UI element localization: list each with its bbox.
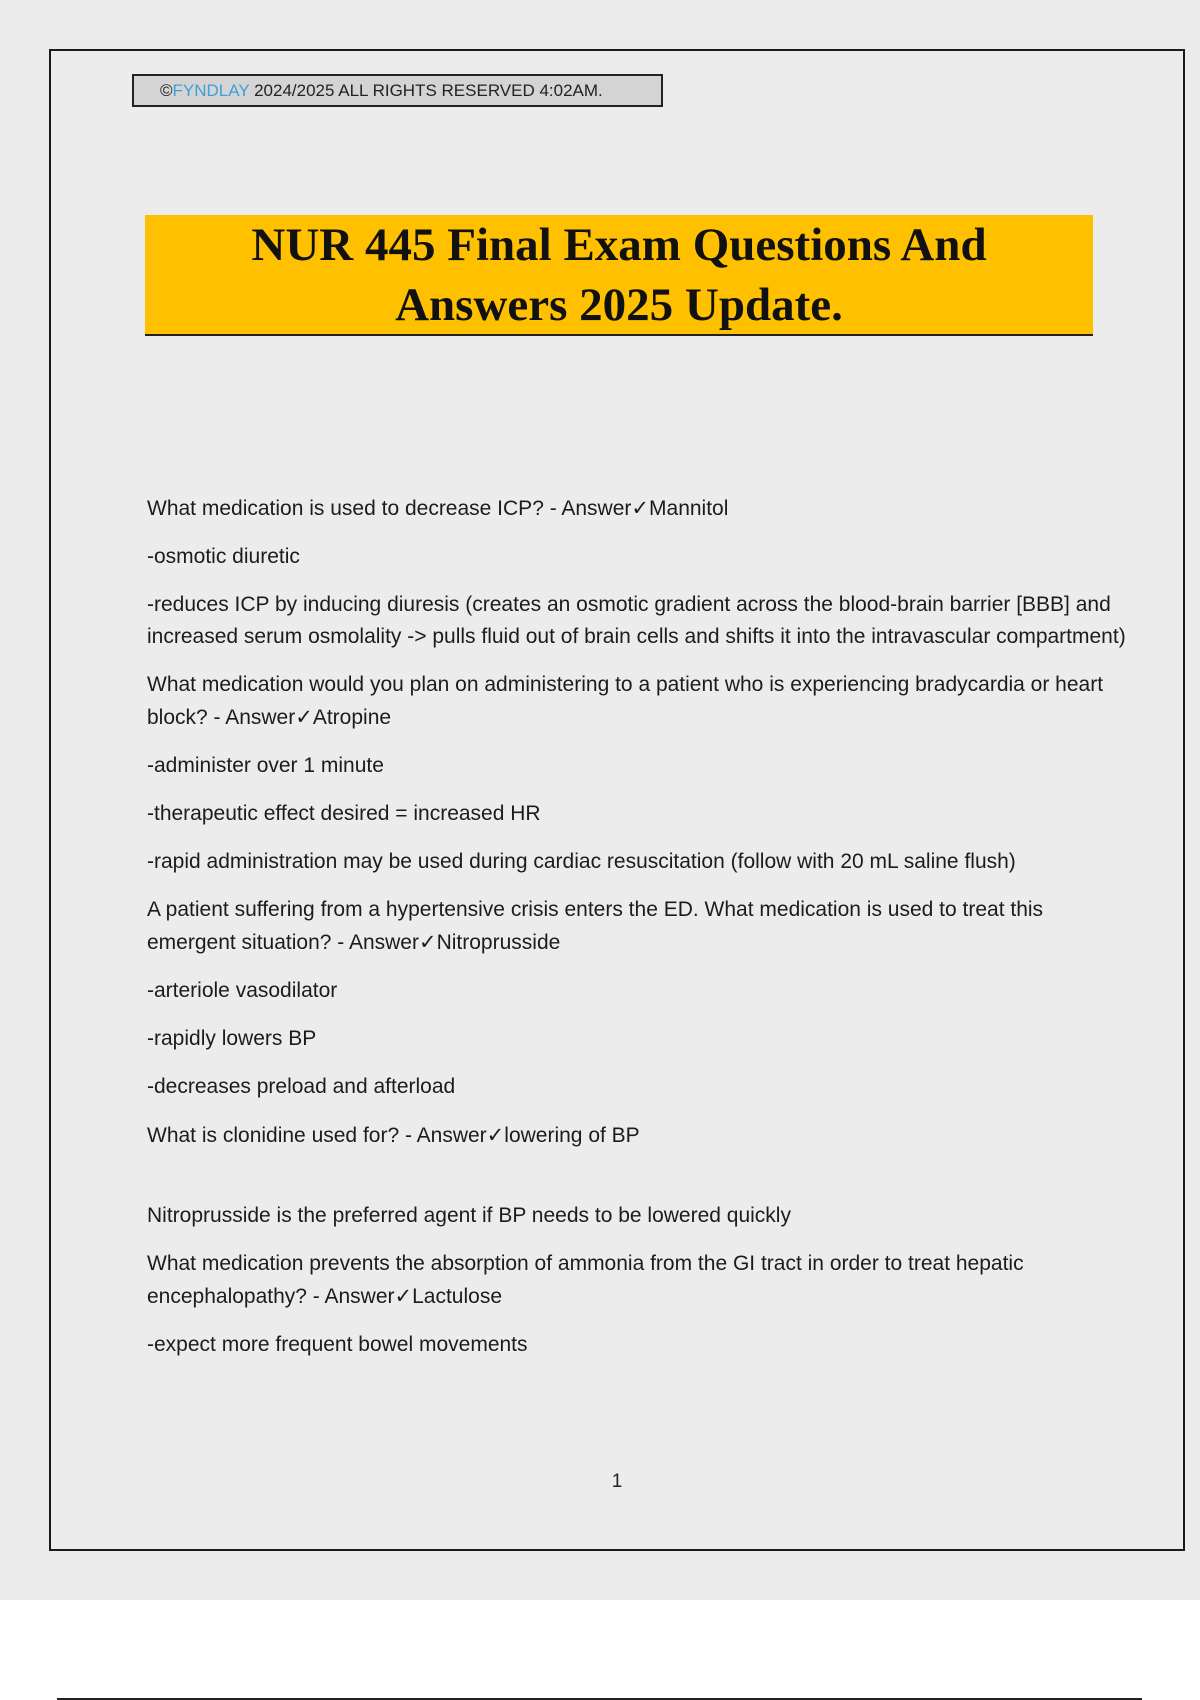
question <box>147 492 1137 525</box>
answer-text: Mannitol <box>649 497 729 520</box>
checkmark-icon: ✓ <box>418 930 437 954</box>
note: -rapidly lowers BP <box>147 1027 317 1050</box>
note: -osmotic diuretic <box>147 545 300 568</box>
note: -rapid administration may be used during cardiac resuscitation (follow with 20 mL saline flush) <box>147 850 1016 873</box>
question-text: A patient suffering from a hypertensive crisis enters the ED. What medication is used to treat this emergent situation? - Answer <box>147 898 1044 954</box>
question-text: What medication prevents the absorption of ammonia from the GI tract in order to treat hepatic encephalopathy? - Answer <box>147 1252 1024 1308</box>
title-line-2: Answers 2025 Update. <box>395 278 843 331</box>
answer-text: Atropine <box>312 706 392 729</box>
question <box>147 1248 1137 1313</box>
answer-text: Nitroprusside <box>436 931 561 954</box>
question-text: What is clonidine used for? - Answer <box>147 1124 487 1147</box>
title-line-1: NUR 445 Final Exam Questions And <box>251 218 987 271</box>
answer-text: lowering of BP <box>504 1124 640 1147</box>
page-number: 1 <box>611 1471 623 1492</box>
question-text: What medication would you plan on administering to a patient who is experiencing bradycardia or heart block? - Answer <box>147 673 1104 729</box>
page-title <box>251 215 986 335</box>
question <box>147 669 1137 734</box>
title-banner <box>145 215 1093 336</box>
checkmark-icon: ✓ <box>295 705 313 729</box>
checkmark-icon: ✓ <box>486 1123 505 1147</box>
checkmark-icon: ✓ <box>631 496 650 520</box>
page-gap <box>0 1600 1200 1700</box>
qa-content <box>147 492 1137 1377</box>
note: Nitroprusside is the preferred agent if BP needs to be lowered quickly <box>147 1204 791 1227</box>
question <box>147 1119 1137 1152</box>
brand-name: FYNDLAY <box>172 81 250 100</box>
copyright-banner <box>132 74 663 107</box>
question <box>147 894 1137 959</box>
document-page <box>49 49 1185 1551</box>
answer-text: Lactulose <box>412 1285 503 1308</box>
note: -expect more frequent bowel movements <box>147 1333 528 1356</box>
note: -arteriole vasodilator <box>147 979 338 1002</box>
question-text: What medication is used to decrease ICP? - Answer <box>147 497 632 520</box>
checkmark-icon: ✓ <box>394 1284 413 1308</box>
note: -decreases preload and afterload <box>147 1075 456 1098</box>
note: -therapeutic effect desired = increased HR <box>147 802 541 825</box>
copyright-symbol: © <box>160 81 173 100</box>
rights-text: 2024/2025 ALL RIGHTS RESERVED 4:02AM. <box>249 81 603 100</box>
note: -administer over 1 minute <box>147 754 384 777</box>
note: -reduces ICP by inducing diuresis (creates an osmotic gradient across the blood-brain barrier [BBB] and increased serum osmolality -> pulls fluid out of brain cells and shifts it into the intravascular compartment) <box>147 593 1126 648</box>
